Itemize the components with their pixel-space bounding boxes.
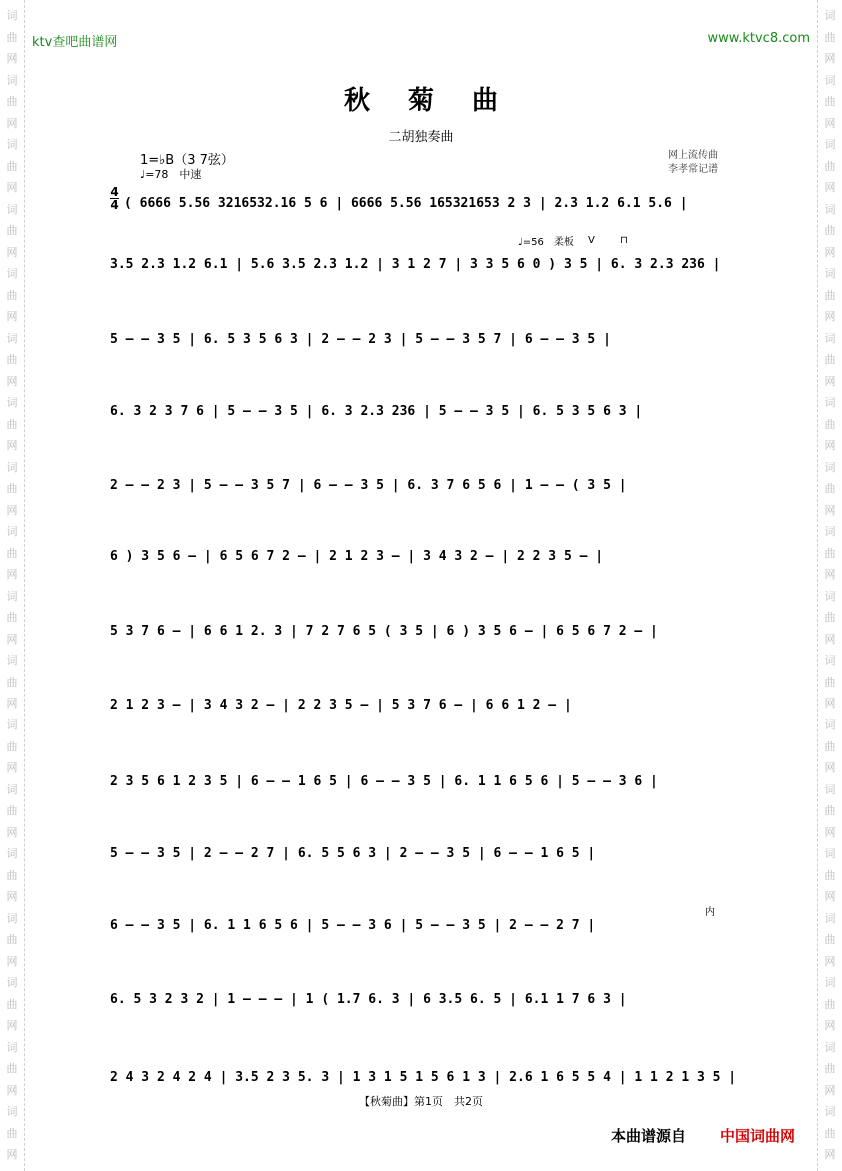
watermark-char: 曲 — [824, 546, 836, 560]
staff-line-11 — [110, 906, 736, 946]
watermark-char: 曲 — [824, 224, 836, 238]
watermark-char: 词 — [6, 654, 18, 668]
watermark-char: 曲 — [6, 288, 18, 302]
staff-line-2 — [110, 245, 736, 285]
watermark-char: 词 — [6, 589, 18, 603]
staff-line-4 — [110, 392, 736, 432]
header-site-name[interactable]: ktv查吧曲谱网 — [32, 35, 118, 50]
tempo-marking: ♩=78 中速 — [140, 168, 202, 181]
watermark-char: 曲 — [6, 1062, 18, 1076]
staff-line-6 — [110, 537, 736, 577]
key-signature: 1=♭B（3 7弦） — [140, 153, 234, 168]
watermark-char: 曲 — [824, 675, 836, 689]
watermark-char: 词 — [824, 976, 836, 990]
notation-text: 5 – – 3 5 | 2 – – 2 7 | 6. 5 5 6 3 | 2 – – 3 5 | 6 – – 1 6 5 | — [110, 845, 596, 861]
notation-text: 2 4 3 2 4 2 4 | 3.5 2 3 5. 3 | 1 3 1 5 1 5 6 1 3 | 2.6 1 6 5 5 4 | 1 1 2 1 3 5 | — [110, 1069, 737, 1085]
watermark-char: 网 — [824, 825, 836, 839]
down-bow-mark: ⊓ — [620, 235, 628, 246]
watermark-char: 网 — [824, 761, 836, 775]
watermark-char: 词 — [6, 460, 18, 474]
header-site-url[interactable]: www.ktvc8.com — [707, 31, 810, 46]
watermark-char: 词 — [824, 654, 836, 668]
notation-text: 6. 3 2 3 7 6 | 5 – – 3 5 | 6. 3 2.3 236 | 5 – – 3 5 | 6. 5 3 5 6 3 | — [110, 403, 643, 419]
watermark-char: 曲 — [824, 159, 836, 173]
notation-text: 6 – – 3 5 | 6. 1 1 6 5 6 | 5 – – 3 6 | 5 – – 3 5 | 2 – – 2 7 | — [110, 917, 596, 933]
watermark-char: 曲 — [824, 353, 836, 367]
watermark-char: 网 — [824, 374, 836, 388]
staff-line-5 — [110, 466, 736, 506]
watermark-char: 网 — [824, 52, 836, 66]
watermark-char: 网 — [6, 374, 18, 388]
watermark-char: 曲 — [824, 611, 836, 625]
notation-text: 2 – – 2 3 | 5 – – 3 5 7 | 6 – – 3 5 | 6. 3 7 6 5 6 | 1 – – ( 3 5 | — [110, 477, 627, 493]
watermark-char: 曲 — [6, 353, 18, 367]
watermark-char: 曲 — [6, 417, 18, 431]
watermark-char: 网 — [6, 825, 18, 839]
watermark-char: 网 — [824, 245, 836, 259]
watermark-char: 曲 — [6, 224, 18, 238]
watermark-char: 网 — [824, 181, 836, 195]
watermark-char: 网 — [6, 696, 18, 710]
tempo-change-marking: ♩=56 柔板 — [518, 237, 574, 248]
watermark-char: 词 — [824, 460, 836, 474]
time-signature-top: 4 — [110, 185, 119, 199]
staff-line-1 — [110, 184, 736, 224]
watermark-char: 曲 — [6, 997, 18, 1011]
watermark-char: 网 — [6, 632, 18, 646]
watermark-char: 词 — [824, 202, 836, 216]
watermark-char: 词 — [824, 9, 836, 23]
watermark-char: 词 — [824, 396, 836, 410]
source-brand-link[interactable]: 中国词曲网 — [720, 1127, 796, 1145]
staff-line-13 — [110, 1058, 736, 1098]
watermark-char: 词 — [6, 1105, 18, 1119]
watermark-char: 词 — [6, 331, 18, 345]
watermark-char: 词 — [824, 847, 836, 861]
watermark-char: 曲 — [824, 1126, 836, 1140]
watermark-char: 网 — [824, 696, 836, 710]
watermark-char: 词 — [824, 267, 836, 281]
watermark-char: 曲 — [6, 739, 18, 753]
time-signature-bottom: 4 — [110, 198, 119, 212]
watermark-char: 网 — [824, 954, 836, 968]
watermark-char: 词 — [824, 525, 836, 539]
credit-origin: 网上流传曲 — [668, 150, 718, 161]
watermark-char: 网 — [6, 890, 18, 904]
watermark-char: 词 — [824, 331, 836, 345]
watermark-char: 词 — [824, 1040, 836, 1054]
watermark-char: 网 — [6, 439, 18, 453]
watermark-char: 曲 — [6, 30, 18, 44]
staff-line-10 — [110, 834, 736, 874]
watermark-char: 网 — [824, 439, 836, 453]
watermark-char: 词 — [6, 73, 18, 87]
inner-string-marking: 内 — [705, 907, 715, 918]
notation-text: 5 – – 3 5 | 6. 5 3 5 6 3 | 2 – – 2 3 | 5 – – 3 5 7 | 6 – – 3 5 | — [110, 331, 611, 347]
watermark-char: 曲 — [824, 288, 836, 302]
watermark-char: 网 — [824, 568, 836, 582]
watermark-char: 曲 — [6, 675, 18, 689]
watermark-char: 词 — [6, 9, 18, 23]
watermark-char: 网 — [824, 310, 836, 324]
watermark-char: 词 — [6, 525, 18, 539]
watermark-char: 词 — [6, 976, 18, 990]
source-label: 本曲谱源自 — [611, 1127, 687, 1145]
song-subtitle: 二胡独奏曲 — [388, 130, 454, 145]
notation-text: 2 1 2 3 – | 3 4 3 2 – | 2 2 3 5 – | 5 3 7 6 – | 6 6 1 2 – | — [110, 697, 572, 713]
watermark-char: 曲 — [824, 804, 836, 818]
watermark-char: 曲 — [824, 30, 836, 44]
watermark-char: 曲 — [6, 95, 18, 109]
watermark-char: 网 — [824, 1019, 836, 1033]
watermark-char: 曲 — [824, 933, 836, 947]
watermark-char: 曲 — [6, 804, 18, 818]
staff-line-12 — [110, 980, 736, 1020]
watermark-char: 网 — [824, 1083, 836, 1097]
staff-line-9 — [110, 762, 736, 802]
notation-text: 6 ) 3 5 6 – | 6 5 6 7 2 – | 2 1 2 3 – | 3 4 3 2 – | 2 2 3 5 – | — [110, 548, 604, 564]
watermark-char: 词 — [6, 847, 18, 861]
notation-text: 5 3 7 6 – | 6 6 1 2. 3 | 7 2 7 6 5 ( 3 5 | 6 ) 3 5 6 – | 6 5 6 7 2 – | — [110, 623, 658, 639]
watermark-char: 曲 — [824, 1062, 836, 1076]
notation-text: 3.5 2.3 1.2 6.1 | 5.6 3.5 2.3 1.2 | 3 1 2 7 | 3 3 5 6 0 ) 3 5 | 6. 3 2.3 236 | — [110, 256, 721, 272]
watermark-char: 网 — [824, 1148, 836, 1162]
left-watermark-column — [0, 0, 25, 1171]
watermark-char: 词 — [6, 396, 18, 410]
watermark-char: 曲 — [824, 482, 836, 496]
watermark-char: 网 — [6, 761, 18, 775]
watermark-char: 词 — [824, 73, 836, 87]
watermark-char: 网 — [6, 1148, 18, 1162]
watermark-char: 词 — [6, 718, 18, 732]
watermark-char: 曲 — [6, 159, 18, 173]
watermark-char: 网 — [6, 116, 18, 130]
watermark-char: 网 — [824, 632, 836, 646]
watermark-char: 网 — [6, 568, 18, 582]
watermark-char: 词 — [6, 138, 18, 152]
watermark-char: 曲 — [6, 1126, 18, 1140]
watermark-char: 网 — [6, 181, 18, 195]
watermark-char: 曲 — [824, 739, 836, 753]
watermark-char: 曲 — [824, 868, 836, 882]
watermark-char: 网 — [824, 116, 836, 130]
watermark-char: 曲 — [824, 417, 836, 431]
watermark-char: 词 — [824, 911, 836, 925]
watermark-char: 曲 — [824, 997, 836, 1011]
notation-text: 2 3 5 6 1 2 3 5 | 6 – – 1 6 5 | 6 – – 3 5 | 6. 1 1 6 5 6 | 5 – – 3 6 | — [110, 773, 658, 789]
watermark-char: 词 — [6, 782, 18, 796]
watermark-char: 网 — [6, 310, 18, 324]
watermark-char: 网 — [6, 52, 18, 66]
staff-line-7 — [110, 612, 736, 652]
page-footer: 【秋菊曲】第1页 共2页 — [359, 1095, 483, 1108]
watermark-char: 网 — [6, 1083, 18, 1097]
up-bow-mark: V — [588, 235, 595, 246]
watermark-char: 曲 — [6, 933, 18, 947]
watermark-char: 词 — [6, 911, 18, 925]
watermark-char: 词 — [6, 202, 18, 216]
staff-line-8 — [110, 686, 736, 726]
watermark-char: 曲 — [6, 611, 18, 625]
watermark-char: 曲 — [6, 546, 18, 560]
watermark-char: 词 — [824, 138, 836, 152]
notation-text: ( 6666 5.56 3216532.16 5 6 | 6666 5.56 165321653 2 3 | 2.3 1.2 6.1 5.6 | — [124, 195, 688, 211]
watermark-char: 词 — [824, 718, 836, 732]
right-watermark-column — [817, 0, 842, 1171]
watermark-char: 词 — [824, 782, 836, 796]
watermark-char: 网 — [6, 1019, 18, 1033]
watermark-char: 词 — [6, 1040, 18, 1054]
watermark-char: 词 — [824, 1105, 836, 1119]
watermark-char: 网 — [6, 245, 18, 259]
credit-transcriber: 李孝常记谱 — [668, 164, 718, 175]
watermark-char: 网 — [6, 503, 18, 517]
staff-line-3 — [110, 320, 736, 360]
watermark-char: 曲 — [824, 95, 836, 109]
notation-text: 6. 5 3 2 3 2 | 1 – – – | 1 ( 1.7 6. 3 | 6 3.5 6. 5 | 6.1 1 7 6 3 | — [110, 991, 627, 1007]
watermark-char: 网 — [824, 890, 836, 904]
watermark-char: 曲 — [6, 482, 18, 496]
watermark-char: 词 — [6, 267, 18, 281]
watermark-char: 网 — [6, 954, 18, 968]
song-title: 秋菊曲 — [343, 86, 536, 116]
watermark-char: 词 — [824, 589, 836, 603]
watermark-char: 曲 — [6, 868, 18, 882]
watermark-char: 网 — [824, 503, 836, 517]
